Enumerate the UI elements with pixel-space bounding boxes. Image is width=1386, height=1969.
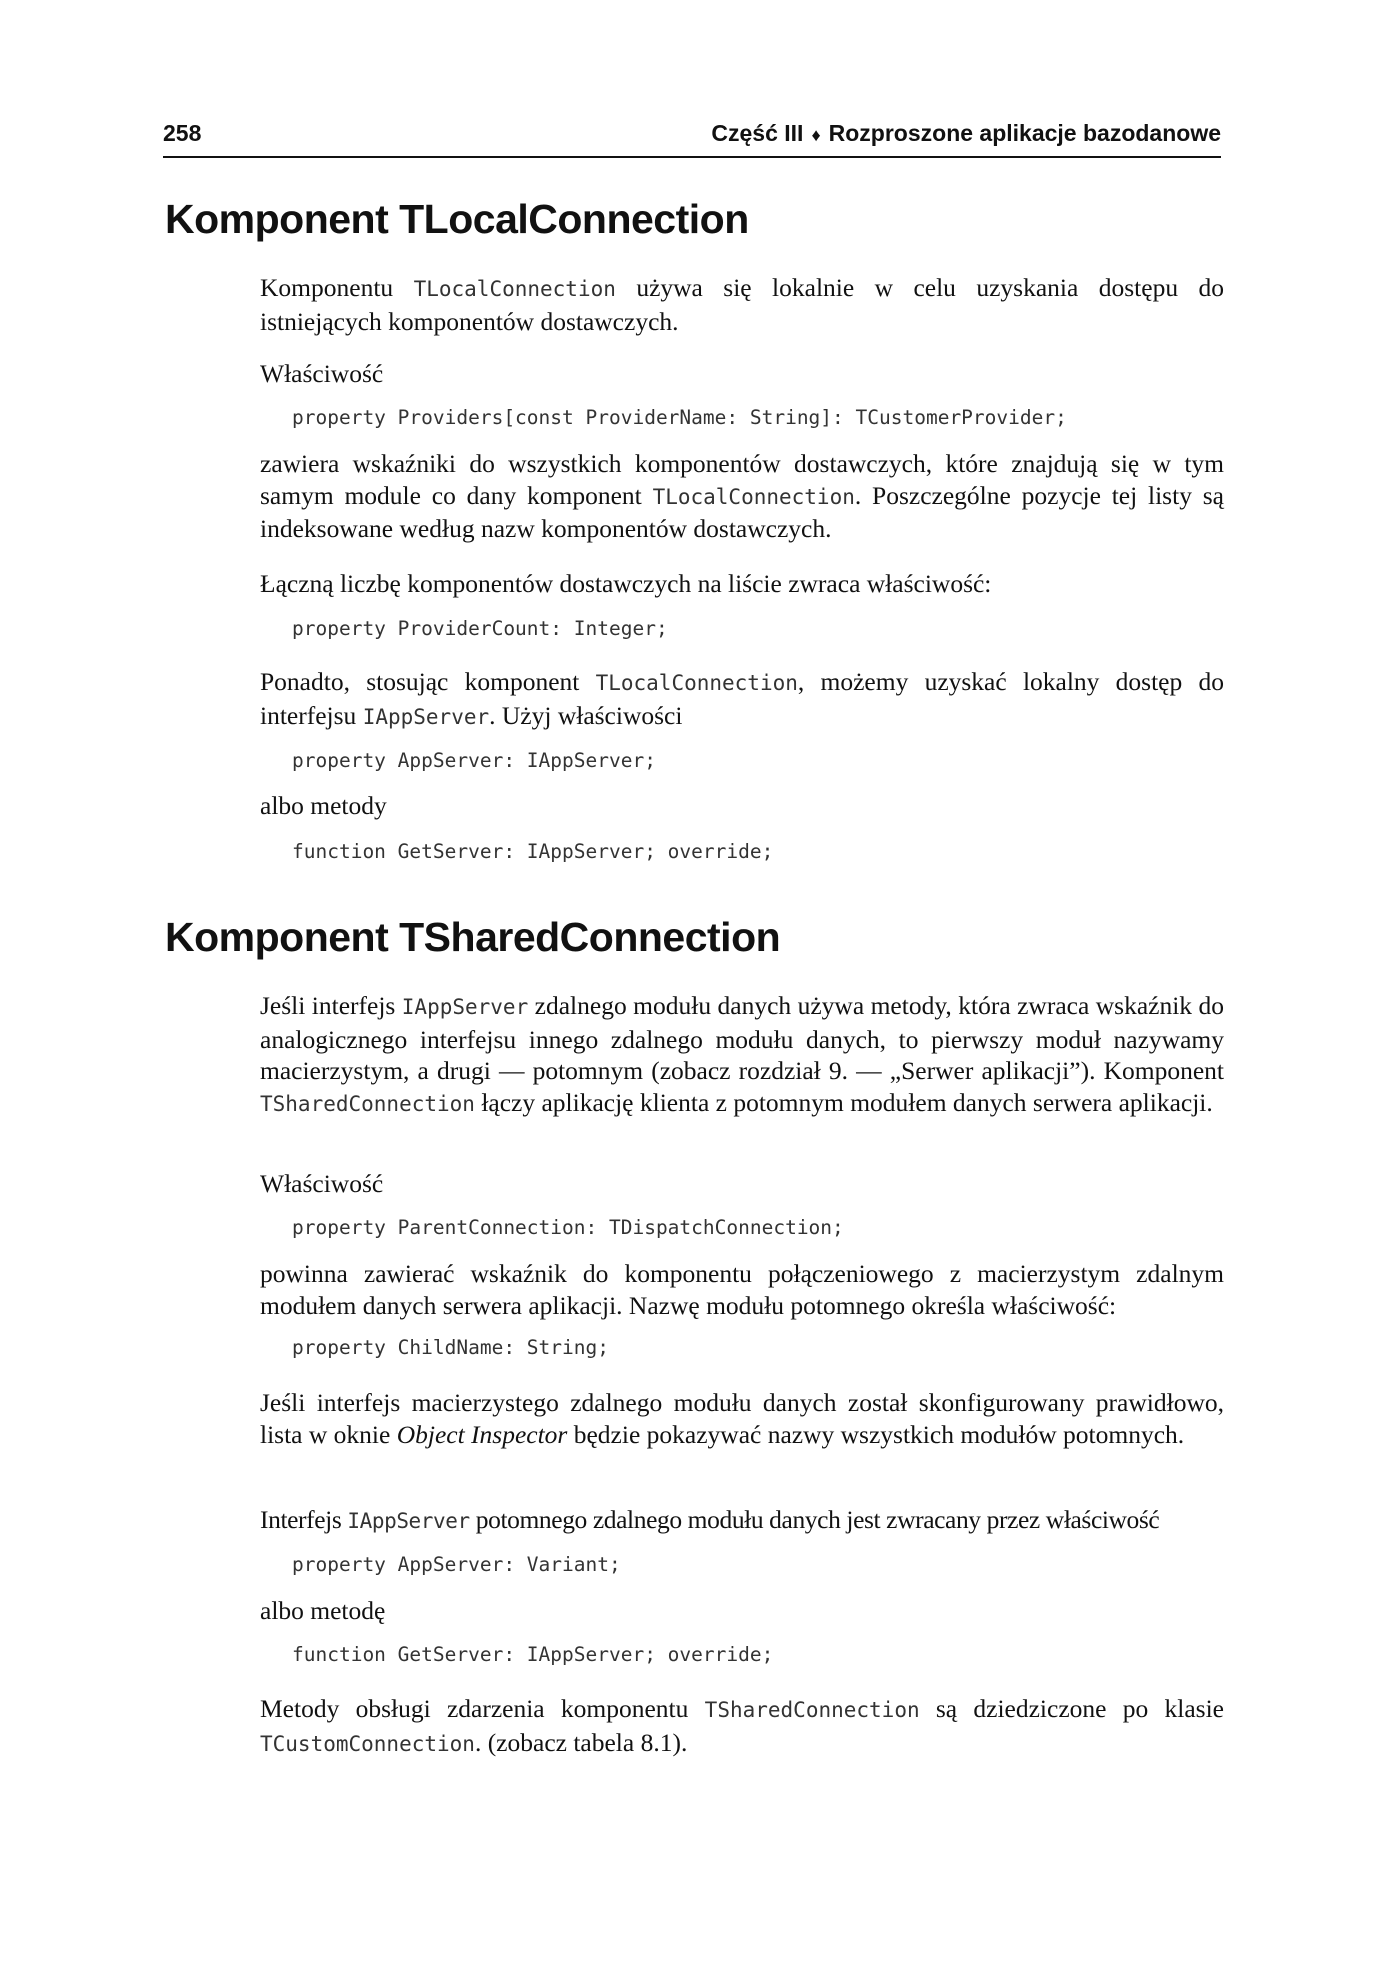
page-number: 258 (163, 120, 202, 146)
inline-code: IAppServer (362, 704, 490, 729)
paragraph-iappserver-child: Interfejs IAppServer potomnego zdalnego modułu danych jest zwracany przez właściwość (260, 1505, 1160, 1534)
section-title-tsharedconnection: Komponent TSharedConnection (165, 914, 781, 960)
inline-code: TCustomConnection (260, 1731, 475, 1756)
paragraph-parent-desc: powinna zawierać wskaźnik do komponentu połączeniowego z macierzystym zdalnym modułem danych serwera aplikacji. Nazwę modułu potomnego określa właściwość: (260, 1259, 1224, 1320)
inline-code: IAppServer (347, 1509, 470, 1533)
property-label: Właściwość (260, 359, 384, 388)
paragraph-intro-local: Komponentu TLocalConnection używa się lokalnie w celu uzyskania dostępu do istniejących komponentów dostawczych. (260, 273, 1225, 336)
code-line-providers: property Providers[const ProviderName: String]: TCustomerProvider; (292, 406, 1067, 429)
code-line-appserver-variant: property AppServer: Variant; (292, 1553, 621, 1576)
property-label: Właściwość (260, 1169, 384, 1198)
inline-code: TSharedConnection (260, 1091, 475, 1116)
paragraph-event-handlers: Metody obsługi zdarzenia komponentu TSharedConnection są dziedziczone po klasie TCustomConnection. (zobacz tabela 8.1). (260, 1694, 1224, 1757)
paragraph-intro-shared: Jeśli interfejs IAppServer zdalnego modułu danych używa metody, która zwraca wskaźnik do analogicznego interfejsu innego zdalnego modułu danych, to pierwszy moduł nazywamy macierzystym, a drugi — potomnym (zobacz rozdział 9. — „Serwer aplikacji”). Komponent TSharedConnection łączy aplikację klienta z potomnym modułem danych serwera aplikacji. (260, 991, 1224, 1117)
part-label: Część III (711, 120, 804, 146)
part-title: Rozproszone aplikacje bazodanowe (828, 120, 1221, 146)
inline-code: TLocalConnection (413, 277, 616, 301)
code-line-getserver: function GetServer: IAppServer; override; (292, 840, 774, 863)
code-line-appserver: property AppServer: IAppServer; (292, 749, 656, 772)
paragraph-providers-desc: zawiera wskaźniki do wszystkich komponentów dostawczych, które znajdują się w tym samym module co dany komponent TLocalConnection. Poszczególne pozycje tej listy są indeksowane według nazw komponentów dostawczych. (260, 449, 1224, 543)
code-line-getserver: function GetServer: IAppServer; override; (292, 1643, 774, 1666)
page-header (163, 120, 1221, 158)
paragraph-object-inspector: Jeśli interfejs macierzystego zdalnego modułu danych został skonfigurowany prawidłowo, lista w oknie Object Inspector będzie pokazywać nazwy wszystkich modułów potomnych. (260, 1388, 1224, 1449)
section-title-tlocalconnection: Komponent TLocalConnection (165, 196, 749, 242)
paragraph-or-method: albo metodę (260, 1596, 386, 1625)
paragraph-provider-count: Łączną liczbę komponentów dostawczych na liście zwraca właściwość: (260, 569, 992, 598)
inline-code: IAppServer (401, 995, 529, 1019)
paragraph-or-method: albo metody (260, 791, 387, 820)
code-line-parent-connection: property ParentConnection: TDispatchConnection; (292, 1216, 844, 1239)
inline-code: TLocalConnection (595, 671, 798, 695)
diamond-separator: ♦ (811, 125, 821, 145)
code-line-provider-count: property ProviderCount: Integer; (292, 617, 668, 640)
italic-term: Object Inspector (396, 1419, 568, 1449)
code-line-childname: property ChildName: String; (292, 1336, 609, 1359)
inline-code: TSharedConnection (704, 1698, 920, 1722)
paragraph-appserver-local: Ponadto, stosując komponent TLocalConnection, możemy uzyskać lokalny dostęp do interfejsu IAppServer. Użyj właściwości (260, 667, 1224, 730)
running-head (711, 120, 1221, 147)
inline-code: TLocalConnection (652, 484, 855, 509)
